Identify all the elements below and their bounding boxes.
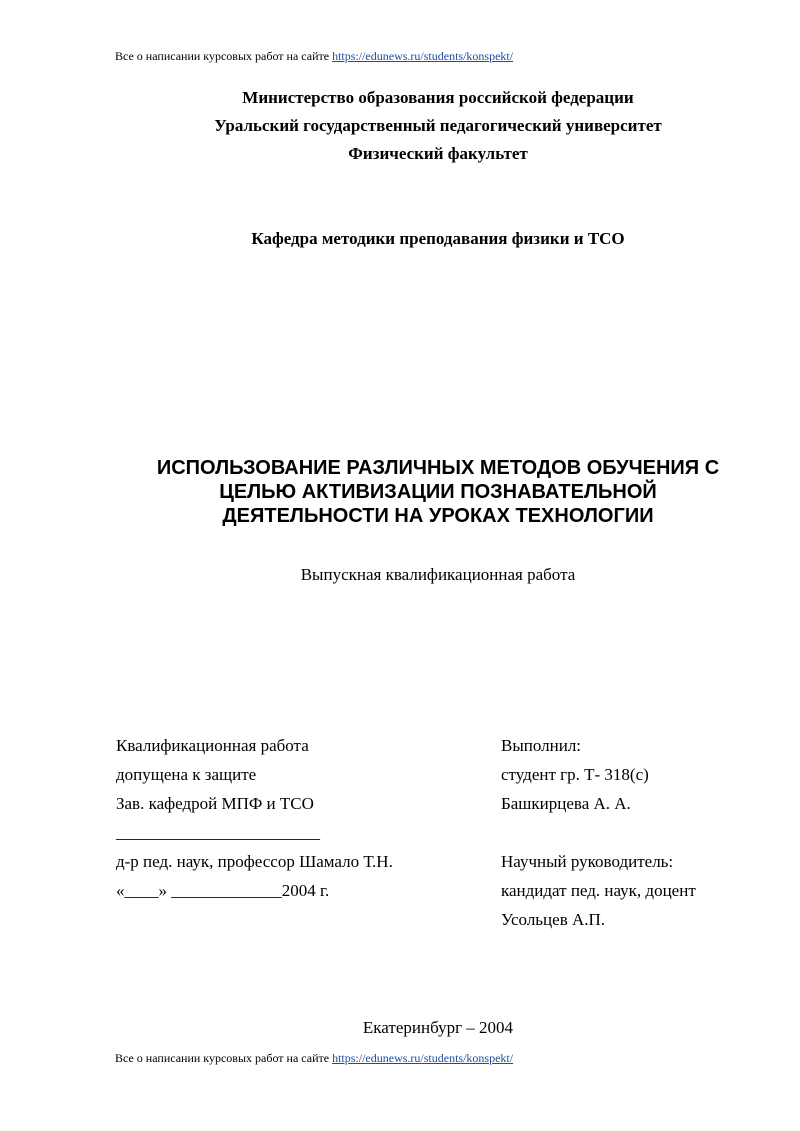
thesis-title-line: ЦЕЛЬЮ АКТИВИЗАЦИИ ПОЗНАВАТЕЛЬНОЙ <box>219 481 657 503</box>
approval-date: «____» _____________2004 г. <box>116 881 330 900</box>
author-name: Башкирцева А. А. <box>501 794 631 813</box>
approver-name: д-р пед. наук, профессор Шамало Т.Н. <box>116 852 393 871</box>
author-label: Выполнил: <box>501 736 582 755</box>
faculty-name: Физический факультет <box>348 144 528 163</box>
approval-line: Зав. кафедрой МПФ и ТСО <box>116 794 314 813</box>
site-note-text: Все о написании курсовых работ на сайте <box>115 1051 330 1065</box>
university-name: Уральский государственный педагогический университет <box>214 116 662 135</box>
author-block <box>501 731 696 934</box>
city-year: Екатеринбург – 2004 <box>362 1018 514 1037</box>
thesis-title <box>38 456 800 528</box>
supervisor-name: Усольцев А.П. <box>501 910 606 929</box>
site-note-text: Все о написании курсовых работ на сайте <box>115 49 330 63</box>
author-group: студент гр. Т- 318(с) <box>501 765 649 784</box>
approval-line: допущена к защите <box>116 765 257 784</box>
approval-block <box>116 731 393 905</box>
supervisor-label: Научный руководитель: <box>501 852 674 871</box>
ministry-name: Министерство образования российской федерации <box>242 88 634 107</box>
work-type: Выпускная квалификационная работа <box>300 565 576 584</box>
approval-line: Квалификационная работа <box>116 736 309 755</box>
supervisor-title: кандидат пед. наук, доцент <box>501 881 696 900</box>
site-link[interactable]: https://edunews.ru/students/konspekt/ <box>332 1051 514 1065</box>
thesis-title-line: ИСПОЛЬЗОВАНИЕ РАЗЛИЧНЫХ МЕТОДОВ ОБУЧЕНИЯ С <box>156 457 720 479</box>
top-site-note <box>115 49 513 64</box>
department-name: Кафедра методики преподавания физики и ТСО <box>251 229 625 248</box>
bottom-site-note <box>115 1051 513 1066</box>
thesis-title-line: ДЕЯТЕЛЬНОСТИ НА УРОКАХ ТЕХНОЛОГИИ <box>222 505 654 527</box>
signature-line: ________________________ <box>116 823 320 842</box>
spacer <box>501 818 696 847</box>
site-link[interactable]: https://edunews.ru/students/konspekt/ <box>332 49 514 63</box>
